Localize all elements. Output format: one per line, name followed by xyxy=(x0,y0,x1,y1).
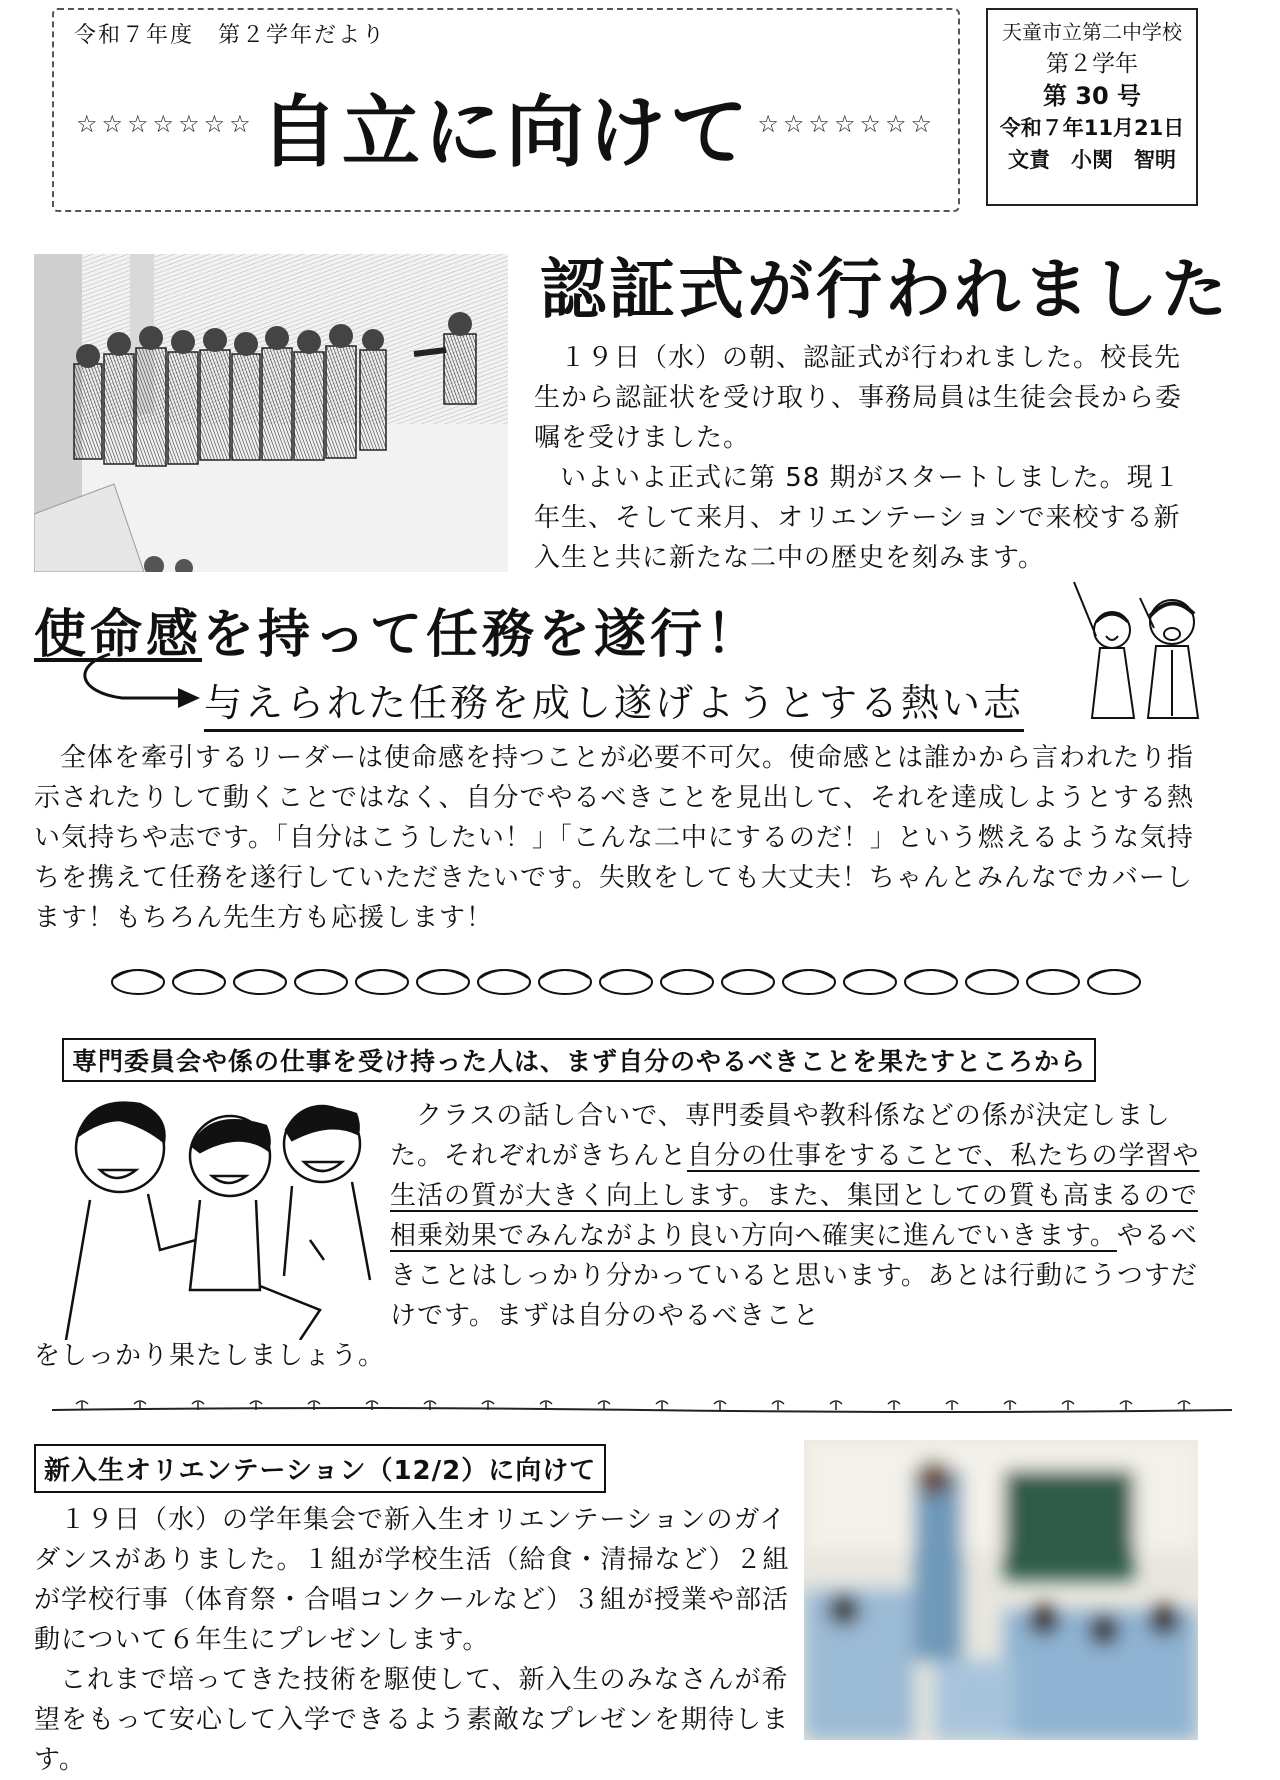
face-hair xyxy=(724,970,772,978)
sprout-icon xyxy=(714,1401,726,1410)
body-text-underlined: 自分の仕事をすることで、私たちの学習や生活の質が大きく向上します。また、集団としての質も高まるので相乗効果でみんながより良い方向へ確実に進んでいきます。 xyxy=(390,1141,1200,1251)
paragraph: いよいよ正式に第 58 期がスタートしました。現１年生、そして来月、オリエンテーションで来校する新入生と共に新たな二中の歴史を刻みます。 xyxy=(534,463,1181,573)
article-title-committees: 専門委員会や係の仕事を受け持った人は、まず自分のやるべきことを果たすところから xyxy=(62,1038,1096,1082)
smiling-students-illustration xyxy=(60,1090,382,1340)
title-rest: を持って任務を遂行！ xyxy=(202,605,763,665)
assembly-photo xyxy=(804,1440,1198,1740)
grade-label: 第２学年 xyxy=(1046,51,1138,77)
face-hair xyxy=(907,970,955,978)
face-hair xyxy=(480,970,528,978)
article-body-ceremony xyxy=(534,338,1204,578)
article-body-committees xyxy=(390,1096,1204,1336)
article-body-committees-end: をしっかり果たしましょう。 xyxy=(34,1341,386,1371)
curved-arrow-icon xyxy=(72,652,202,718)
article-title-ceremony: 認証式が行われました xyxy=(540,251,1230,328)
face-hair xyxy=(114,970,162,978)
sprout-icon xyxy=(946,1401,958,1410)
article-title-orientation: 新入生オリエンテーション（12/2）に向けて xyxy=(34,1444,606,1493)
face-hair xyxy=(968,970,1016,978)
newsletter-subtitle: 令和７年度 第２学年だより xyxy=(74,23,387,48)
issue-date: 令和７年11月21日 xyxy=(999,116,1185,140)
sprout-icon xyxy=(830,1401,842,1410)
sprout-icon xyxy=(1120,1401,1132,1410)
paragraph: １９日（水）の学年集会で新入生オリエンテーションのガイダンスがありました。１組が学校生活（給食・清掃など）２組が学校行事（体育祭・合唱コンクールなど）３組が授業や部活動について６年生にプレゼンします。 xyxy=(34,1505,790,1655)
face-hair xyxy=(297,970,345,978)
title-underlined-word: 使命感 xyxy=(34,605,203,665)
article-body-orientation xyxy=(34,1500,794,1780)
face-hair xyxy=(602,970,650,978)
sprout-icon xyxy=(772,1401,784,1410)
stars-decoration-right: ☆☆☆☆☆☆☆ xyxy=(757,110,936,138)
face-hair xyxy=(1090,970,1138,978)
face-hair xyxy=(419,970,467,978)
stars-decoration-left: ☆☆☆☆☆☆☆ xyxy=(76,110,255,138)
sprout-icon xyxy=(888,1401,900,1410)
face-hair xyxy=(1029,970,1077,978)
face-hair xyxy=(175,970,223,978)
article-body-mission: 全体を牽引するリーダーは使命感を持つことが必要不可欠。使命感とは誰かから言われたり指示されたりして動くことではなく、自分でやるべきことを見出して、それを達成しようとする熱い気持ちや志です。「自分はこうしたい！」「こんな二中にするのだ！」という燃えるような気持ちを携えて任務を遂行していただきたいです。失敗をしても大丈夫！ちゃんとみんなでカバーします！もちろん先生方も応援します！ xyxy=(34,743,1195,933)
face-hair xyxy=(358,970,406,978)
issue-number: 第 30 号 xyxy=(1042,82,1142,110)
body-text: クラスの話し合いで、専門委員や教科係などの係が決定しました。それぞれがきちんと xyxy=(390,1101,1171,1171)
face-hair xyxy=(541,970,589,978)
face-hair xyxy=(785,970,833,978)
newsletter-title: 自立に向けて xyxy=(259,88,752,178)
face-hair xyxy=(846,970,894,978)
face-hair xyxy=(663,970,711,978)
faces-divider-illustration xyxy=(110,960,1170,1000)
paragraph: １９日（水）の朝、認証式が行われました。校長先生から認証状を受け取り、事務局員は生徒会長から委嘱を受けました。 xyxy=(534,343,1183,453)
cheering-kids-illustration xyxy=(1062,578,1212,728)
newsletter-banner xyxy=(52,8,960,212)
sprout-icon xyxy=(656,1401,668,1410)
issue-info-box xyxy=(986,8,1198,206)
paragraph: これまで培ってきた技術を駆使して、新入生のみなさんが希望をもって安心して入学できるよう素敵なプレゼンを期待します。 xyxy=(34,1665,789,1775)
sprout-icon xyxy=(1004,1401,1016,1410)
sprout-divider-illustration xyxy=(52,1396,1232,1420)
school-name: 天童市立第二中学校 xyxy=(1002,20,1182,44)
article-subtitle-mission: 与えられた任務を成し遂げようとする熱い志 xyxy=(204,672,1024,732)
ceremony-photo xyxy=(34,254,508,572)
sprout-icon xyxy=(1062,1401,1074,1410)
face-hair xyxy=(236,970,284,978)
author-credit: 文責 小関 智明 xyxy=(1008,148,1176,172)
body-text: やるべきことはしっかり分かっていると思います。あとは行動にうつすだけです。まずは自分のやるべきこと xyxy=(390,1221,1198,1331)
sprout-icon xyxy=(1178,1401,1190,1410)
